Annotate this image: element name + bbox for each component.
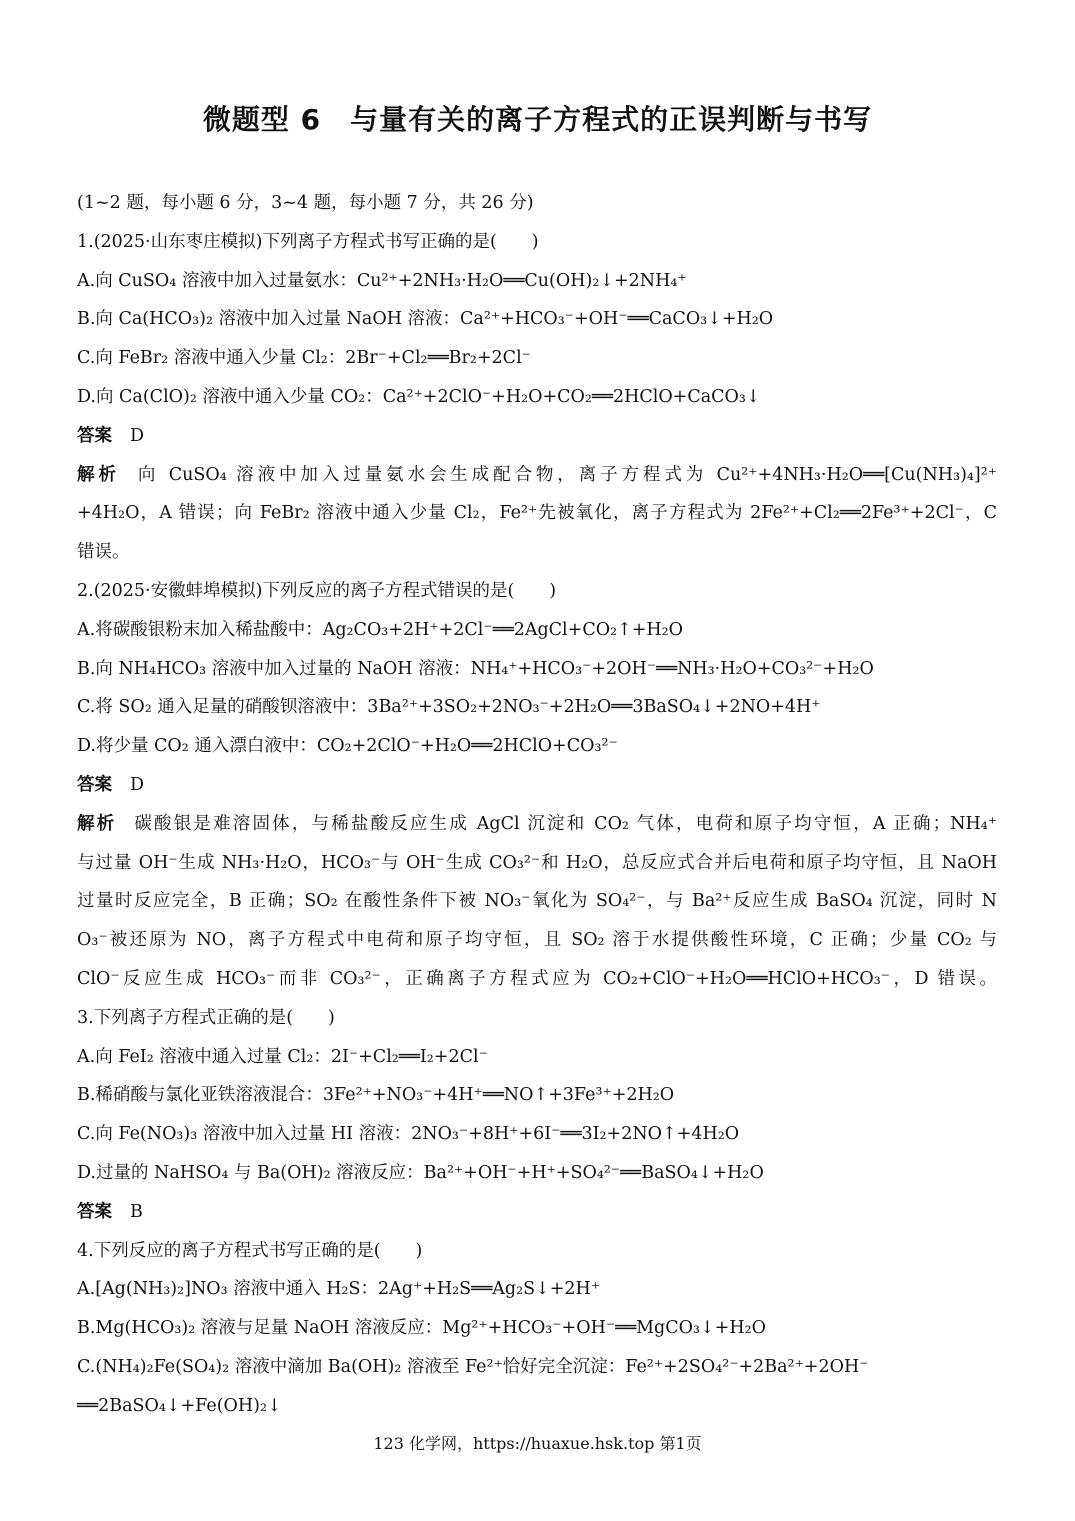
- line-text: B.稀硝酸与氯化亚铁溶液混合：3Fe²⁺+NO₃⁻+4H⁺══NO↑+3Fe³⁺+2H₂O: [77, 1085, 675, 1106]
- text-line: [77, 1232, 997, 1271]
- line-text: D: [130, 774, 145, 795]
- line-text: 向 CuSO₄ 溶液中加入过量氨水会生成配合物，离子方程式为 Cu²⁺+4NH₃·H₂O══[Cu(NH₃)₄]²⁺: [137, 464, 997, 485]
- line-text: B.向 Ca(HCO₃)₂ 溶液中加入过量 NaOH 溶液：Ca²⁺+HCO₃⁻+OH⁻══CaCO₃↓+H₂O: [77, 309, 774, 330]
- text-line: [77, 1038, 997, 1077]
- page-footer: 123 化学网，https://huaxue.hsk.top 第1页: [373, 1434, 702, 1453]
- line-text: B.Mg(HCO₃)₂ 溶液与足量 NaOH 溶液反应：Mg²⁺+HCO₃⁻+OH⁻══MgCO₃↓+H₂O: [77, 1318, 766, 1339]
- line-text: A.向 CuSO₄ 溶液中加入过量氨水：Cu²⁺+2NH₃·H₂O══Cu(OH)₂↓+2NH₄⁺: [77, 270, 687, 291]
- text-line: [77, 1348, 997, 1387]
- answer-label: 答案: [77, 1201, 112, 1222]
- line-text: D.过量的 NaHSO₄ 与 Ba(OH)₂ 溶液反应：Ba²⁺+OH⁻+H⁺+SO₄²⁻══BaSO₄↓+H₂O: [77, 1162, 764, 1183]
- text-line: [77, 1076, 997, 1115]
- text-line: [77, 339, 997, 378]
- text-line: [77, 844, 997, 883]
- text-line: [77, 1115, 997, 1154]
- line-text: C.向 Fe(NO₃)₃ 溶液中加入过量 HI 溶液：2NO₃⁻+8H⁺+6I⁻══3I₂+2NO↑+4H₂O: [77, 1124, 740, 1145]
- text-line: [77, 494, 997, 533]
- document-body: [77, 184, 997, 1426]
- text-line: [77, 1309, 997, 1348]
- text-line: [77, 1154, 997, 1193]
- line-text: B: [130, 1201, 143, 1222]
- line-text: D: [130, 425, 145, 446]
- text-line: [77, 611, 997, 650]
- text-line: [77, 456, 997, 495]
- line-text: 错误。: [77, 542, 130, 563]
- text-line: [77, 1193, 997, 1232]
- line-text: +4H₂O，A 错误；向 FeBr₂ 溶液中通入少量 Cl₂，Fe²⁺先被氧化，离子方程式为 2Fe²⁺+Cl₂══2Fe³⁺+2Cl⁻，C: [77, 503, 997, 524]
- text-line: [77, 921, 997, 960]
- text-line: [77, 727, 997, 766]
- answer-label: 解析: [77, 464, 120, 485]
- line-text: A.将碳酸银粉末加入稀盐酸中：Ag₂CO₃+2H⁺+2Cl⁻══2AgCl+CO₂↑+H₂O: [77, 619, 684, 640]
- text-line: [77, 960, 997, 999]
- text-line: [77, 766, 997, 805]
- line-text: 1.(2025·山东枣庄模拟)下列离子方程式书写正确的是( ): [77, 231, 539, 252]
- text-line: [77, 533, 997, 572]
- answer-label: 解析: [77, 813, 117, 834]
- text-line: [77, 650, 997, 689]
- line-text: 过量时反应完全，B 正确；SO₂ 在酸性条件下被 NO₃⁻氧化为 SO₄²⁻，与 Ba²⁺反应生成 BaSO₄ 沉淀，同时 N: [77, 891, 997, 912]
- line-text: O₃⁻被还原为 NO，离子方程式中电荷和原子均守恒，且 SO₂ 溶于水提供酸性环境，C 正确；少量 CO₂ 与: [77, 930, 997, 951]
- line-text: C.向 FeBr₂ 溶液中通入少量 Cl₂：2Br⁻+Cl₂══Br₂+2Cl⁻: [77, 348, 531, 369]
- text-line: [77, 223, 997, 262]
- text-line: [77, 417, 997, 456]
- line-text: 2.(2025·安徽蚌埠模拟)下列反应的离子方程式错误的是( ): [77, 580, 557, 601]
- answer-label: 答案: [77, 425, 112, 446]
- text-line: [77, 999, 997, 1038]
- line-text: (1~2 题，每小题 6 分，3~4 题，每小题 7 分，共 26 分): [77, 193, 534, 213]
- line-text: D.向 Ca(ClO)₂ 溶液中通入少量 CO₂：Ca²⁺+2ClO⁻+H₂O+CO₂══2HClO+CaCO₃↓: [77, 386, 761, 407]
- text-line: [77, 805, 997, 844]
- text-line: [77, 1387, 997, 1426]
- line-text: 碳酸银是难溶固体，与稀盐酸反应生成 AgCl 沉淀和 CO₂ 气体，电荷和原子均守恒，A 正确；NH₄⁺: [134, 813, 997, 834]
- line-text: ══2BaSO₄↓+Fe(OH)₂↓: [77, 1395, 282, 1416]
- line-text: A.向 FeI₂ 溶液中通入过量 Cl₂：2I⁻+Cl₂══I₂+2Cl⁻: [77, 1046, 488, 1067]
- text-line: [77, 572, 997, 611]
- line-text: D.将少量 CO₂ 通入漂白液中：CO₂+2ClO⁻+H₂O══2HClO+CO₃²⁻: [77, 736, 618, 757]
- text-line: [77, 688, 997, 727]
- text-line: [77, 300, 997, 339]
- page-title: 微题型 6 与量有关的离子方程式的正误判断与书写: [202, 103, 873, 136]
- text-line: [77, 184, 997, 223]
- answer-label: 答案: [77, 774, 112, 795]
- line-text: C.(NH₄)₂Fe(SO₄)₂ 溶液中滴加 Ba(OH)₂ 溶液至 Fe²⁺恰好完全沉淀：Fe²⁺+2SO₄²⁻+2Ba²⁺+2OH⁻: [77, 1356, 869, 1377]
- line-text: 4.下列反应的离子方程式书写正确的是( ): [77, 1240, 423, 1261]
- line-text: ClO⁻反应生成 HCO₃⁻而非 CO₃²⁻，正确离子方程式应为 CO₂+ClO⁻+H₂O══HClO+HCO₃⁻，D 错误。: [77, 968, 997, 989]
- line-text: A.[Ag(NH₃)₂]NO₃ 溶液中通入 H₂S：2Ag⁺+H₂S══Ag₂S↓+2H⁺: [77, 1279, 601, 1300]
- text-line: [77, 1270, 997, 1309]
- line-text: 3.下列离子方程式正确的是( ): [77, 1007, 335, 1028]
- text-line: [77, 378, 997, 417]
- text-line: [77, 882, 997, 921]
- text-line: [77, 262, 997, 301]
- line-text: B.向 NH₄HCO₃ 溶液中加入过量的 NaOH 溶液：NH₄⁺+HCO₃⁻+2OH⁻══NH₃·H₂O+CO₃²⁻+H₂O: [77, 658, 874, 679]
- line-text: 与过量 OH⁻生成 NH₃·H₂O，HCO₃⁻与 OH⁻生成 CO₃²⁻和 H₂O，总反应式合并后电荷和原子均守恒，且 NaOH: [77, 852, 997, 873]
- line-text: C.将 SO₂ 通入足量的硝酸钡溶液中：3Ba²⁺+3SO₂+2NO₃⁻+2H₂O══3BaSO₄↓+2NO+4H⁺: [77, 697, 821, 718]
